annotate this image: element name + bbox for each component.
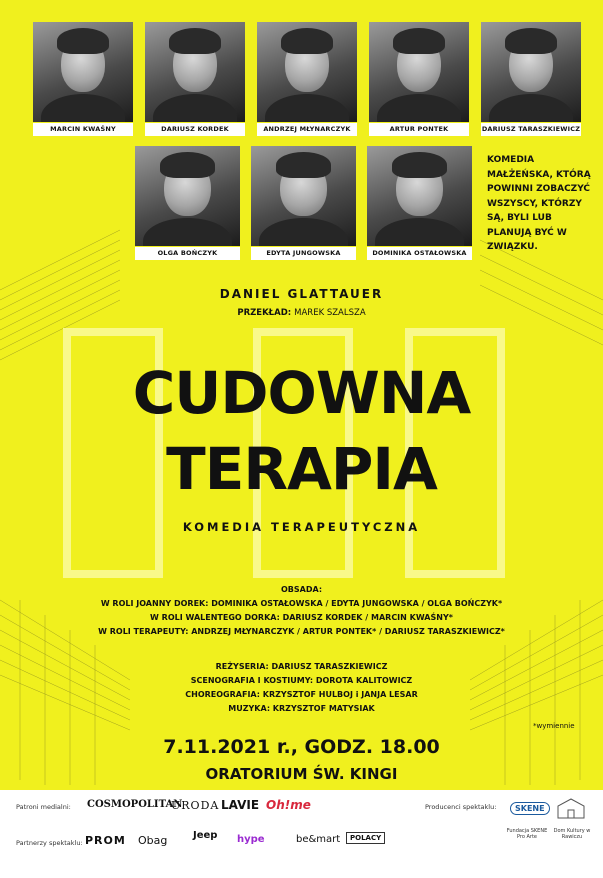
title-line-2: TERAPIA: [166, 435, 437, 503]
uroda-logo: URODA: [171, 799, 220, 812]
tagline: KOMEDIA MAŁŻEŃSKA, KTÓRĄ POWINNI ZOBACZYĆ WSZYSCY, KTÓRZY SĄ, BYLI LUB PLANUJĄ BYĆ W ZWIĄZKU.: [487, 155, 591, 252]
actor-name: DARIUSZ KORDEK: [145, 123, 245, 136]
translator: [0, 308, 603, 318]
dom-kultury-caption: Dom Kultury w Rawiczu: [553, 828, 591, 840]
subtitle: KOMEDIA TERAPEUTYCZNA: [182, 520, 421, 534]
ohme-logo: Oh!me: [266, 798, 311, 812]
partners-label: Partnerzy spektaklu:: [16, 839, 83, 847]
actor-name: DARIUSZ TARASZKIEWICZ: [481, 123, 581, 136]
actor-name: ARTUR PONTEK: [369, 123, 469, 136]
actress-name: EDYTA JUNGOWSKA: [251, 247, 356, 260]
cast-line: W ROLI JOANNY DOREK: DOMINIKA OSTAŁOWSKA / EDYTA JUNGOWSKA / OLGA BOŃCZYK*: [100, 599, 503, 608]
actor-name: ANDRZEJ MŁYNARCZYK: [257, 123, 357, 136]
jeep-logo: Jeep: [193, 830, 218, 841]
actress-name: DOMINIKA OSTAŁOWSKA: [367, 247, 472, 260]
crew-line: REŻYSERIA: DARIUSZ TARASZKIEWICZ: [215, 662, 388, 671]
cosmopolitan-logo: COSMOPOLITAN: [87, 799, 183, 810]
event-date: 7.11.2021 r., GODZ. 18.00: [163, 736, 440, 758]
event-venue: ORATORIUM ŚW. KINGI: [205, 765, 398, 783]
translator-label: PRZEKŁAD:: [237, 308, 292, 318]
actor-name: MARCIN KWAŚNY: [33, 123, 133, 136]
polacy-logo: POLACY: [346, 832, 385, 844]
actor-photo: [481, 22, 581, 122]
actress-photo: [135, 146, 240, 246]
title-line-1: CUDOWNA: [132, 359, 471, 427]
crew-line: MUZYKA: KRZYSZTOF MATYSIAK: [228, 704, 375, 713]
actress-photo: [251, 146, 356, 246]
actor-photo: [33, 22, 133, 122]
alternating-note: *wymiennie: [533, 722, 575, 730]
actor-photo: [145, 22, 245, 122]
dom-kultury-icon: [556, 796, 586, 820]
author: DANIEL GLATTAUER: [219, 287, 384, 301]
prom-logo: PROM: [85, 834, 126, 847]
actress-name: OLGA BOŃCZYK: [135, 247, 240, 260]
cast-line: W ROLI WALENTEGO DORKA: DARIUSZ KORDEK / MARCIN KWAŚNY*: [150, 613, 453, 622]
crew-line: SCENOGRAFIA I KOSTIUMY: DOROTA KALITOWICZ: [190, 676, 413, 685]
media-label: Patroni medialni:: [16, 803, 71, 811]
producers-label: Producenci spektaklu:: [425, 803, 497, 811]
translator-name: MAREK SZALSZA: [294, 308, 366, 318]
actor-photo: [369, 22, 469, 122]
obag-logo: Obag: [138, 834, 168, 847]
lavie-logo: LAVIE: [221, 798, 260, 812]
hype-logo: hype: [237, 834, 265, 845]
skene-caption: Fundacja SKENE Pro Arte: [506, 828, 548, 840]
actor-photo: [257, 22, 357, 122]
bemart-logo: be&mart: [296, 834, 341, 845]
cast-line: W ROLI TERAPEUTY: ANDRZEJ MŁYNARCZYK / ARTUR PONTEK* / DARIUSZ TARASZKIEWICZ*: [98, 627, 505, 636]
skene-logo: SKENE: [510, 802, 550, 815]
crew-line: CHOREOGRAFIA: KRZYSZTOF HULBOJ i JANJA LESAR: [185, 690, 418, 699]
actress-photo: [367, 146, 472, 246]
cast-header: OBSADA:: [280, 585, 323, 594]
